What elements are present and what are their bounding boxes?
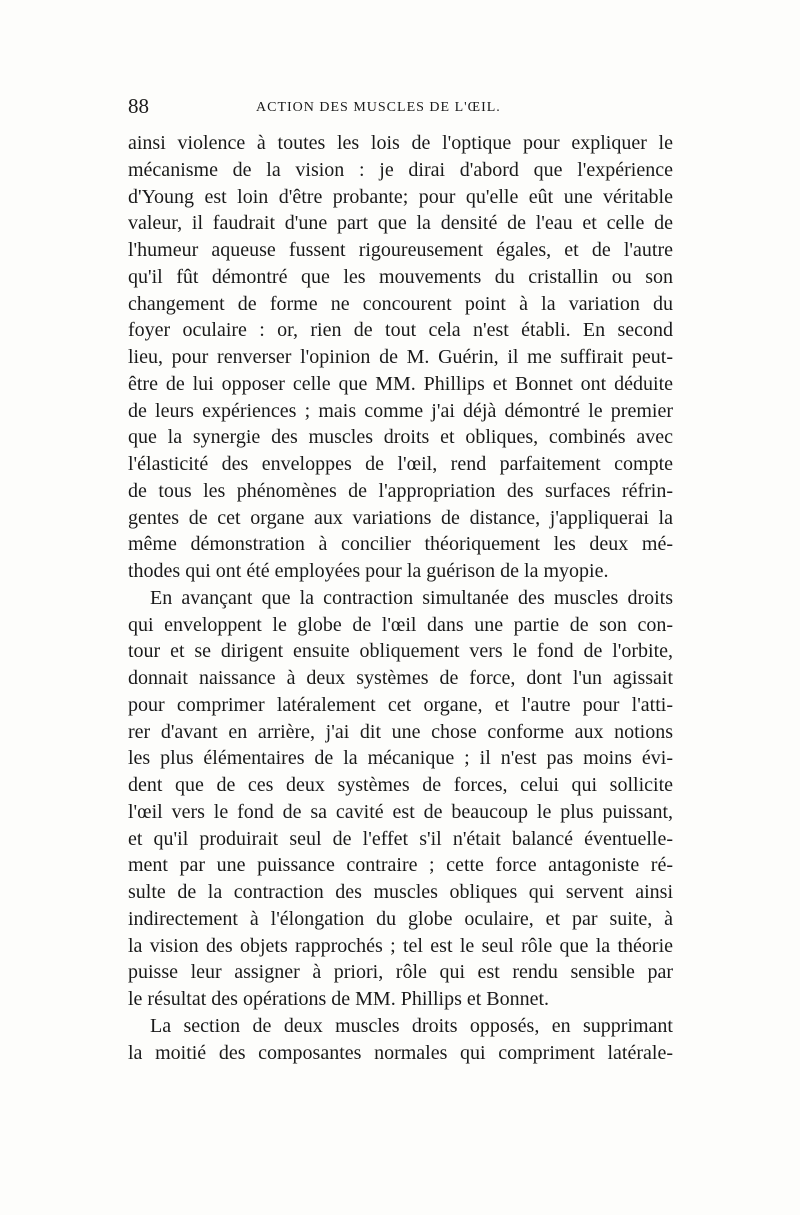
- body-text: [128, 130, 673, 1066]
- text-line: d'Young est loin d'être probante; pour qu'elle eût une véritable: [128, 185, 673, 208]
- book-page: [128, 94, 673, 1066]
- text-line: et qu'il produirait seul de l'effet s'il n'était balancé éventuelle-: [128, 827, 673, 850]
- text-line: la moitié des composantes normales qui compriment latérale-: [128, 1041, 673, 1064]
- text-line: de tous les phénomènes de l'appropriation des surfaces réfrin-: [128, 479, 673, 502]
- text-line: foyer oculaire : or, rien de tout cela n'est établi. En second: [128, 319, 673, 342]
- text-line: le résultat des opérations de MM. Phillips et Bonnet.: [128, 988, 550, 1010]
- text-line: qui enveloppent le globe de l'œil dans une partie de son con-: [128, 613, 673, 636]
- text-line: thodes qui ont été employées pour la guérison de la myopie.: [128, 560, 609, 582]
- text-line: gentes de cet organe aux variations de distance, j'appliquerai la: [128, 506, 673, 529]
- text-line: l'élasticité des enveloppes de l'œil, rend parfaitement compte: [128, 453, 673, 475]
- text-line: qu'il fût démontré que les mouvements du cristallin ou son: [128, 265, 673, 288]
- text-line: l'œil vers le fond de sa cavité est de beaucoup le plus puissant,: [128, 800, 673, 823]
- text-line: valeur, il faudrait d'une part que la densité de l'eau et celle de: [128, 212, 673, 235]
- text-line: tour et se dirigent ensuite obliquement vers le fond de l'orbite,: [128, 640, 673, 663]
- page-header: [128, 94, 673, 122]
- text-line: indirectement à l'élongation du globe oculaire, et par suite, à: [128, 907, 673, 930]
- text-line: La section de deux muscles droits opposés, en supprimant: [150, 1014, 673, 1037]
- text-line: changement de forme ne concourent point à la variation du: [128, 292, 673, 315]
- text-line: En avançant que la contraction simultanée des muscles droits: [150, 586, 673, 609]
- page-number: 88: [128, 94, 149, 118]
- running-head: ACTION DES MUSCLES DE L'ŒIL.: [256, 100, 501, 115]
- text-line: donnait naissance à deux systèmes de force, dont l'un agissait: [128, 667, 673, 689]
- text-line: sulte de la contraction des muscles obliques qui servent ainsi: [128, 881, 673, 903]
- text-line: les plus élémentaires de la mécanique ; il n'est pas moins évi-: [128, 747, 673, 770]
- text-line: lieu, pour renverser l'opinion de M. Guérin, il me suffirait peut-: [128, 346, 673, 368]
- text-line: l'humeur aqueuse fussent rigoureusement égales, et de l'autre: [128, 239, 673, 261]
- text-line: ainsi violence à toutes les lois de l'optique pour expliquer le: [128, 132, 673, 154]
- text-line: être de lui opposer celle que MM. Phillips et Bonnet ont déduite: [128, 372, 673, 395]
- text-line: la vision des objets rapprochés ; tel est le seul rôle que la théorie: [128, 934, 673, 957]
- text-line: puisse leur assigner à priori, rôle qui est rendu sensible par: [128, 961, 673, 984]
- text-line: même démonstration à concilier théoriquement les deux mé-: [128, 533, 673, 556]
- text-line: pour comprimer latéralement cet organe, et l'autre pour l'atti-: [128, 693, 673, 716]
- text-line: ment par une puissance contraire ; cette force antagoniste ré-: [128, 854, 673, 877]
- text-line: dent que de ces deux systèmes de forces, celui qui sollicite: [128, 774, 673, 796]
- text-line: mécanisme de la vision : je dirai d'abord que l'expérience: [128, 158, 673, 181]
- text-line: de leurs expériences ; mais comme j'ai déjà démontré le premier: [128, 399, 673, 422]
- text-line: rer d'avant en arrière, j'ai dit une chose conforme aux notions: [128, 720, 673, 743]
- text-line: que la synergie des muscles droits et obliques, combinés avec: [128, 426, 673, 449]
